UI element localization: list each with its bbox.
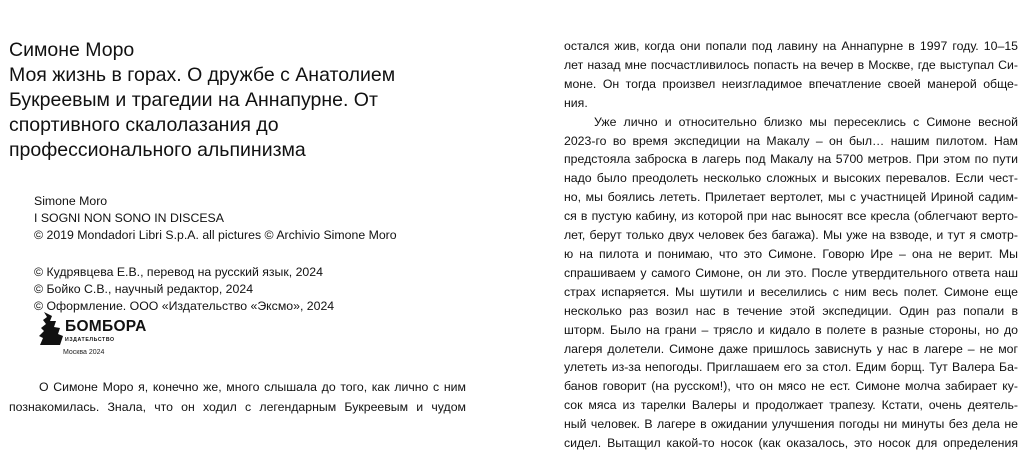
text-line: лет, берут только двух человек без багажа). Мы уже на взводе, и тут я смотр- xyxy=(564,228,1018,243)
text-line: моне. Он тогда произвел неизгладимое впечатление своей манерой обще- xyxy=(564,76,1018,91)
publisher-brand: БОМБОРА xyxy=(65,318,147,335)
original-author: Simone Moro xyxy=(34,194,108,208)
title-line: Симоне Моро xyxy=(9,39,135,61)
publisher-sub: ИЗДАТЕЛЬСТВО xyxy=(65,337,115,343)
text-line: сок мяса из тарелки Валеры и продолжает трапезу. Кстати, очень деятель- xyxy=(564,398,1018,413)
title-line: спортивного скалолазания до xyxy=(9,114,279,136)
text-line: шторм. Было на грани – трясло и кидало в полете в разные стороны, но до xyxy=(564,322,1018,337)
text-line: познакомилась. Знала, что он ходил с легендарным Букреевым и чудом xyxy=(9,399,466,414)
text-line: лагеря долетели. Симоне даже пришлось зависнуть у нас в лагере – не мог xyxy=(564,341,1018,356)
text-line: 2023-го во время экспедиции на Макалу – он был… нашим пилотом. Нам xyxy=(564,133,1018,148)
text-line: но, мы боялись лететь. Прилетает вертолет, мы с участницей Ириной садим- xyxy=(564,190,1018,205)
book-title xyxy=(9,38,489,163)
text-line: Уже лично и относительно близко мы пересеклись с Симоне весной xyxy=(594,114,1018,129)
bombora-mark-icon xyxy=(38,312,64,346)
text-line: ный человек. В лагере в ожидании улучшения погоды ни минуты без дела не xyxy=(564,417,1018,432)
text-line: улететь из-за непогоды. Приглашаем его за стол. Едим борщ. Тут Валера Ба- xyxy=(564,360,1018,375)
original-copyright: © 2019 Mondadori Libri S.p.A. all pictures © Archivio Simone Moro xyxy=(34,228,397,243)
title-line: профессионального альпинизма xyxy=(9,139,306,161)
body-text xyxy=(564,37,1018,453)
text-line: сидел. Вытащил какой-то носок (как оказалось, это носок для определения xyxy=(564,436,1018,451)
text-line: остался жив, когда они попали под лавину на Аннапурне в 1997 году. 10–15 xyxy=(564,39,1018,53)
original-title: I SOGNI NON SONO IN DISCESA xyxy=(34,211,224,226)
text-line: ю на пилота и понимаю, что это Симоне. Говорю Ире – она не верит. Мы xyxy=(564,246,1018,261)
text-line: спрашиваем у самого Симоне, он ли это. После утвердительного ответа наш xyxy=(564,265,1018,280)
intro-paragraph xyxy=(9,378,466,417)
right-page xyxy=(552,0,1018,451)
text-line: страх испаряется. Мы шутили и веселились с ним весь полет. Симоне еще xyxy=(564,284,1018,299)
text-line: О Симоне Моро я, конечно же, много слышала до того, как лично с ним xyxy=(39,380,466,394)
copyright-editor: © Бойко С.В., научный редактор, 2024 xyxy=(34,281,254,296)
copyright-design: © Оформление. ООО «Издательство «Эксмо», 2024 xyxy=(34,299,335,314)
text-line: ся в пустую кабину, из которой при нас выносят все кресла (облегчают верто- xyxy=(564,209,1018,224)
title-line: Букреевым и трагедии на Аннапурне. От xyxy=(9,89,378,111)
text-line: надо было преодолеть несколько сложных и высоких перевалов. Если чест- xyxy=(564,171,1018,186)
title-line: Моя жизнь в горах. О дружбе с Анатолием xyxy=(9,64,396,86)
left-page xyxy=(0,0,500,432)
text-line: банов говорит (на русском!), что он мясо не ест. Симоне молча забирает ку- xyxy=(564,379,1018,394)
publisher-city: Москва 2024 xyxy=(63,349,105,356)
credits xyxy=(34,193,397,315)
text-line: несколько раз возил нас в течение этой экспедиции. Один раз попали в xyxy=(564,303,1018,318)
text-line: ния. xyxy=(564,95,588,110)
text-line: лет назад мне посчастливилось попасть на вечер в Москве, где выступал Си- xyxy=(564,57,1018,72)
text-line: предстояла заброска в лагерь под Макалу на 5700 метров. При этом по пути xyxy=(564,152,1018,167)
publisher-logo xyxy=(38,312,148,360)
copyright-translation: © Кудрявцева Е.В., перевод на русский язык, 2024 xyxy=(34,264,323,279)
